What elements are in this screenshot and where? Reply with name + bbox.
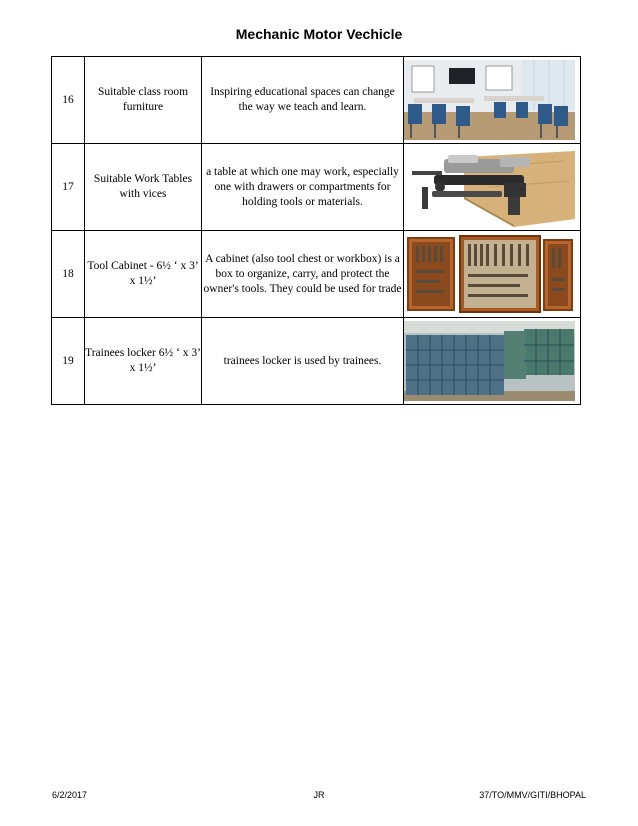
item-number: 18 <box>52 231 85 318</box>
footer-initials: JR <box>313 790 325 800</box>
item-name: Trainees locker 6½ ‘ x 3’ x 1½’ <box>85 318 202 405</box>
table-row <box>52 144 581 231</box>
item-description: A cabinet (also tool chest or workbox) is a box to organize, carry, and protect the owner's tools. They could be used for trade <box>202 231 404 318</box>
item-description: Inspiring educational spaces can change the way we teach and learn. <box>202 57 404 144</box>
table-row <box>52 318 581 405</box>
page-title: Mechanic Motor Vechicle <box>235 26 403 42</box>
equipment-table <box>51 56 581 405</box>
tool-cabinet-image <box>404 234 575 314</box>
item-number: 19 <box>52 318 85 405</box>
table-row <box>52 231 581 318</box>
classroom-furniture-image <box>404 60 575 140</box>
footer-date: 6/2/2017 <box>52 790 88 800</box>
item-name: Suitable Work Tables with vices <box>85 144 202 231</box>
footer-reference: 37/TO/MMV/GITI/BHOPAL <box>479 790 586 800</box>
item-name: Suitable class room furniture <box>85 57 202 144</box>
item-description: a table at which one may work, especially one with drawers or compartments for holding tools or materials. <box>202 144 404 231</box>
item-number: 17 <box>52 144 85 231</box>
item-number: 16 <box>52 57 85 144</box>
item-description: trainees locker is used by trainees. <box>202 318 404 405</box>
lockers-image <box>404 321 575 401</box>
item-name: Tool Cabinet - 6½ ‘ x 3’ x 1½’ <box>85 231 202 318</box>
table-row <box>52 57 581 144</box>
bench-vice-image <box>404 147 575 227</box>
